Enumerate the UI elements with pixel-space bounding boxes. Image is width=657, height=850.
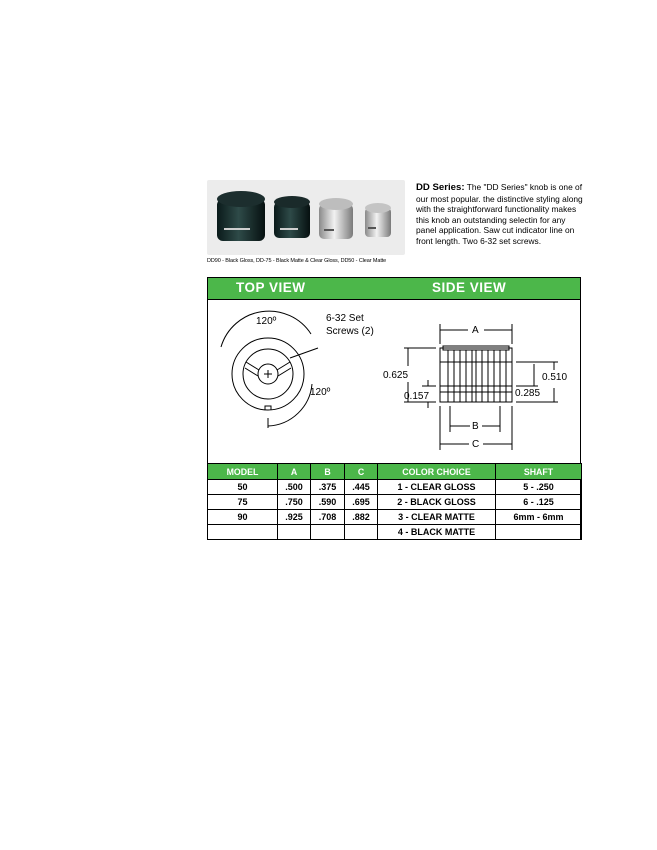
dimension-drawing	[208, 300, 580, 463]
screw-label-line2: Screws (2)	[326, 326, 374, 337]
table-row	[208, 510, 582, 525]
photo-caption: DD90 - Black Gloss, DD-75 - Black Matte & Clear Gloss, DD50 - Clear Matte	[207, 258, 387, 264]
cell-model: 50	[208, 480, 278, 495]
cell-b: .708	[311, 510, 345, 525]
cell-a: .925	[278, 510, 311, 525]
cell-color: 3 - CLEAR MATTE	[378, 510, 496, 525]
dim-0285-label: 0.285	[515, 388, 541, 399]
cell-a: .750	[278, 495, 311, 510]
knob-dd75-clear-gloss	[319, 198, 353, 239]
knob-dd90-black-gloss	[217, 191, 265, 241]
bottom-angle-label: 120º	[310, 387, 331, 398]
col-color-choice: COLOR CHOICE	[378, 464, 496, 480]
top-view-drawing	[221, 311, 318, 428]
cell-a: .500	[278, 480, 311, 495]
side-view-drawing	[404, 324, 558, 450]
dim-0625-label: 0.625	[383, 370, 409, 381]
col-b: B	[311, 464, 345, 480]
cell-model	[208, 525, 278, 540]
knob-dd50-clear-matte	[365, 203, 391, 237]
dim-b-label: B	[472, 421, 479, 432]
table-row	[208, 525, 582, 540]
top-angle-label: 120º	[256, 316, 277, 327]
col-a: A	[278, 464, 311, 480]
cell-shaft: 6mm - 6mm	[496, 510, 582, 525]
dim-0510-label: 0.510	[542, 372, 568, 383]
cell-b: .590	[311, 495, 345, 510]
screw-label-line1: 6-32 Set	[326, 313, 364, 324]
cell-color: 2 - BLACK GLOSS	[378, 495, 496, 510]
cell-shaft: 5 - .250	[496, 480, 582, 495]
dim-c-label: C	[472, 439, 480, 450]
cell-a	[278, 525, 311, 540]
cell-model: 75	[208, 495, 278, 510]
cell-b: .375	[311, 480, 345, 495]
col-model: MODEL	[208, 464, 278, 480]
dim-a-label: A	[472, 325, 479, 336]
cell-c	[345, 525, 378, 540]
side-view-heading: SIDE VIEW	[432, 280, 507, 295]
cell-c: .882	[345, 510, 378, 525]
cell-model: 90	[208, 510, 278, 525]
spec-box	[207, 277, 581, 540]
knob-dd75-black-matte	[274, 196, 310, 238]
cell-shaft	[496, 525, 582, 540]
cell-b	[311, 525, 345, 540]
cell-c: .445	[345, 480, 378, 495]
series-title: DD Series:	[416, 182, 465, 193]
col-c: C	[345, 464, 378, 480]
top-view-heading: TOP VIEW	[236, 280, 306, 295]
table-row	[208, 480, 582, 495]
table-row	[208, 495, 582, 510]
spec-table-header	[208, 464, 582, 480]
series-body: The "DD Series" knob is one of our most popular. the distinctive styling along with the straightforward functionality makes this knob an outstanding selectin for any panel application. Saw cut indicator line on front length. Two 6-32 set screws.	[416, 182, 583, 246]
spec-table	[207, 463, 582, 540]
cell-color: 1 - CLEAR GLOSS	[378, 480, 496, 495]
cell-c: .695	[345, 495, 378, 510]
cell-shaft: 6 - .125	[496, 495, 582, 510]
cell-color: 4 - BLACK MATTE	[378, 525, 496, 540]
dim-0157-label: 0.157	[404, 391, 430, 402]
product-photo	[207, 180, 405, 255]
view-header	[208, 278, 580, 300]
series-description	[416, 182, 586, 247]
col-shaft: SHAFT	[496, 464, 582, 480]
